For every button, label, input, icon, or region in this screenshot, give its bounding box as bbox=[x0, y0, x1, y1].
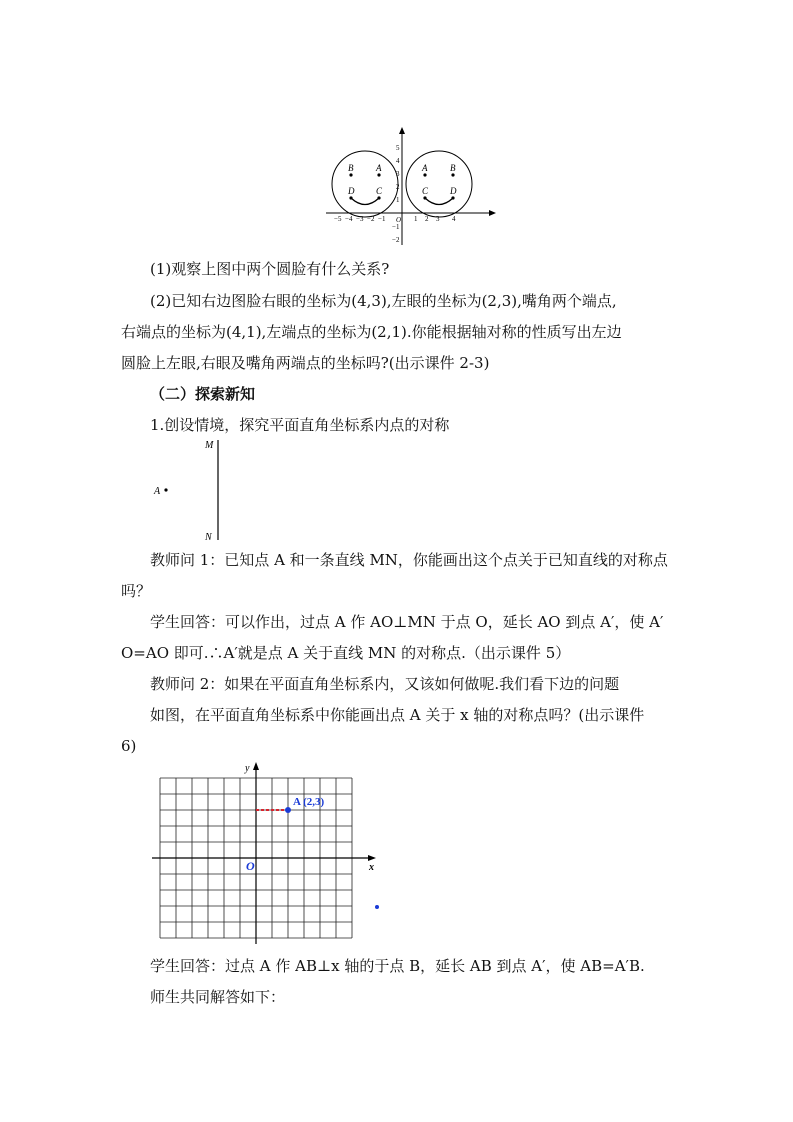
question-3-line-2: 6) bbox=[121, 737, 137, 755]
faces-figure bbox=[320, 125, 500, 247]
x-tick: 2 bbox=[425, 215, 429, 223]
question-3-line-1: 如图，在平面直角坐标系中你能画出点 A 关于 x 轴的对称点吗？(出示课件 bbox=[150, 706, 645, 724]
y-axis-arrow bbox=[253, 762, 259, 770]
student-answer-1-line-2: O=AO 即可.∴A′就是点 A 关于直线 MN 的对称点.（出示课件 5） bbox=[121, 644, 571, 662]
student-answer-1-line-1: 学生回答：可以作出，过点 A 作 AO⊥MN 于点 O，延长 AO 到点 A′，使 A′ bbox=[150, 613, 664, 631]
point-a-marker bbox=[285, 807, 291, 813]
y-tick: 4 bbox=[396, 157, 400, 165]
y-tick: 1 bbox=[396, 196, 400, 204]
x-axis-arrow bbox=[368, 855, 376, 861]
mn-figure bbox=[148, 436, 228, 544]
x-tick: −5 bbox=[334, 215, 342, 223]
teacher-question-2: 教师问 2：如果在平面直角坐标系内，又该如何做呢.我们看下边的问题 bbox=[150, 675, 620, 693]
left-face-label: C bbox=[376, 186, 383, 196]
x-tick: 3 bbox=[436, 215, 440, 223]
point-a-label: A (2,3) bbox=[293, 796, 325, 808]
label-m: M bbox=[205, 440, 214, 451]
x-tick: −1 bbox=[378, 215, 386, 223]
x-tick: 4 bbox=[452, 215, 456, 223]
coordinate-grid-figure bbox=[150, 760, 385, 948]
stray-mark bbox=[375, 905, 379, 909]
right-face-label: D bbox=[450, 186, 457, 196]
x-tick: 1 bbox=[414, 215, 418, 223]
question-2-line-1: (2)已知右边图脸右眼的坐标为(4,3),左眼的坐标为(2,3),嘴角两个端点, bbox=[150, 292, 617, 310]
y-tick: 2 bbox=[396, 183, 400, 191]
origin-label: O bbox=[246, 859, 255, 873]
x-tick: −3 bbox=[356, 215, 364, 223]
student-answer-2: 学生回答：过点 A 作 AB⊥x 轴的于点 B，延长 AB 到点 A′，使 AB=A′B. bbox=[150, 957, 645, 975]
left-face-label: B bbox=[348, 163, 354, 173]
section-title: （二）探索新知 bbox=[150, 385, 256, 403]
y-axis-label: y bbox=[245, 763, 250, 774]
teacher-question-1-line-2: 吗？ bbox=[121, 582, 152, 600]
item-1: 1.创设情境，探究平面直角坐标系内点的对称 bbox=[150, 416, 450, 434]
y-tick: 5 bbox=[396, 144, 400, 152]
left-face-label: D bbox=[348, 186, 355, 196]
point-a bbox=[164, 488, 167, 491]
label-n: N bbox=[205, 532, 212, 543]
label-a: A bbox=[154, 486, 161, 497]
left-face bbox=[332, 151, 398, 217]
question-2-line-3: 圆脸上左眼,右眼及嘴角两端点的坐标吗?(出示课件 2-3) bbox=[121, 354, 490, 372]
x-axis-label: x bbox=[369, 862, 374, 873]
right-face-label: B bbox=[450, 163, 456, 173]
right-face bbox=[406, 151, 472, 217]
right-face-label: C bbox=[422, 186, 429, 196]
x-tick: −4 bbox=[345, 215, 353, 223]
x-tick: O bbox=[396, 216, 402, 224]
question-2-line-2: 右端点的坐标为(4,1),左端点的坐标为(2,1).你能根据轴对称的性质写出左边 bbox=[121, 323, 622, 341]
joint-solution: 师生共同解答如下： bbox=[150, 988, 286, 1006]
y-tick: −1 bbox=[392, 223, 400, 231]
right-face-label: A bbox=[422, 163, 428, 173]
x-tick: −2 bbox=[367, 215, 375, 223]
y-tick: −2 bbox=[392, 236, 400, 244]
left-face-label: A bbox=[376, 163, 382, 173]
question-1: (1)观察上图中两个圆脸有什么关系? bbox=[150, 260, 390, 278]
teacher-question-1-line-1: 教师问 1：已知点 A 和一条直线 MN，你能画出这个点关于已知直线的对称点 bbox=[150, 551, 668, 569]
y-tick: 3 bbox=[396, 170, 400, 178]
